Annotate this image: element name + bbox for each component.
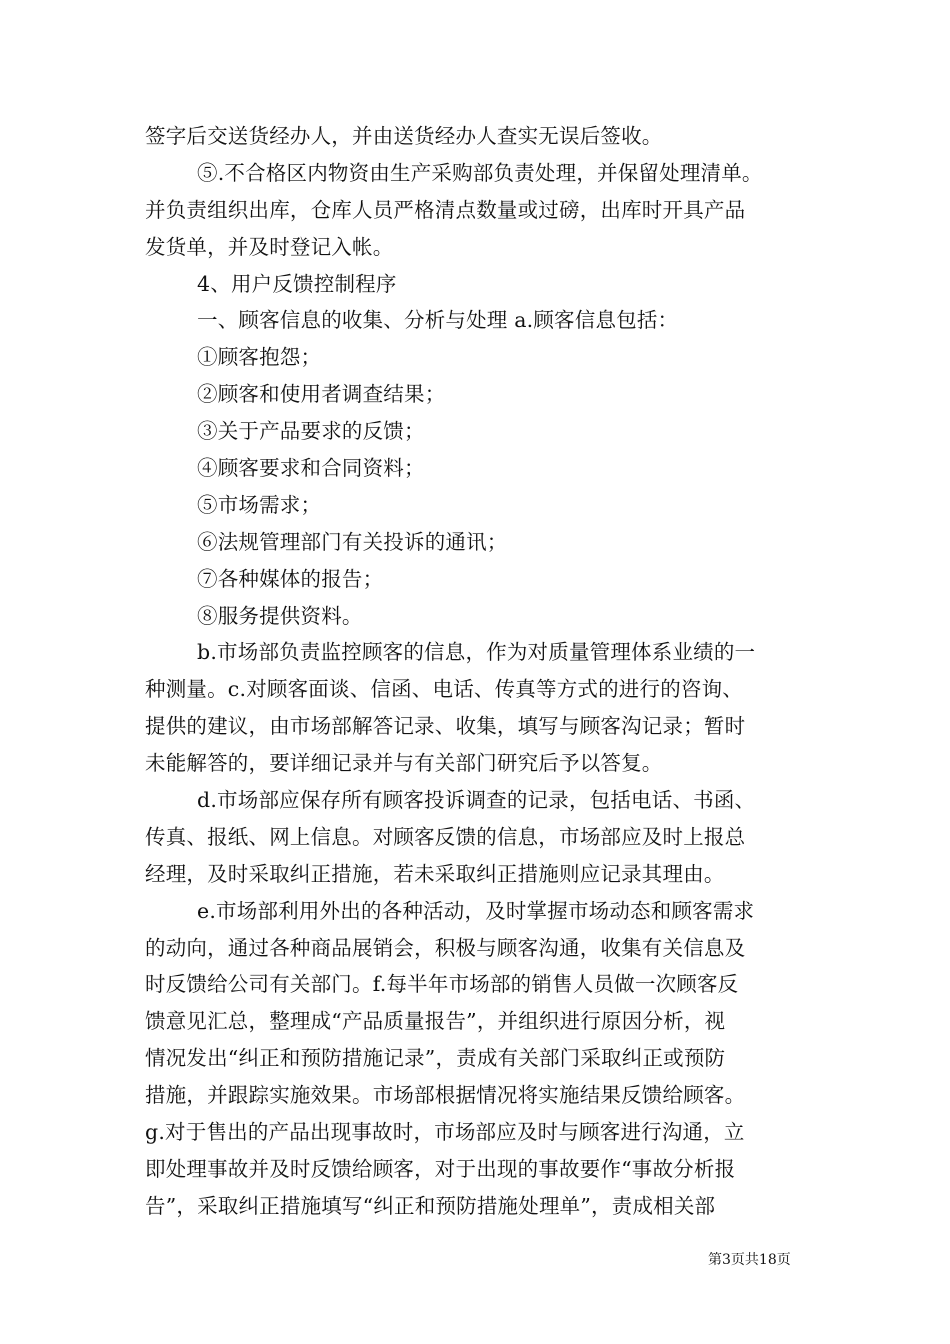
text-line: ⑥法规管理部门有关投诉的通讯； (197, 529, 508, 554)
text-line: 种测量。c.对顾客面谈、信函、电话、传真等方式的进行的咨询、 (145, 677, 743, 702)
text-line: ⑤市场需求； (197, 492, 322, 517)
text-line: 传真、报纸、网上信息。对顾客反馈的信息，市场部应及时上报总 (145, 824, 746, 849)
page-number-footer: 第3页共18页 (708, 1252, 791, 1268)
document-body (145, 118, 810, 1225)
text-line: 经理，及时采取纠正措施，若未采取纠正措施则应记录其理由。 (145, 861, 725, 886)
text-line: 签字后交送货经办人，并由送货经办人查实无误后签收。 (145, 124, 663, 148)
text-line: 提供的建议，由市场部解答记录、收集，填写与顾客沟记录；暂时 (145, 714, 746, 739)
text-line: 即处理事故并及时反馈给顾客，对于出现的事故要作“事故分析报 (145, 1156, 736, 1181)
text-line: 4、用户反馈控制程序 (197, 271, 397, 296)
text-line: 发货单，并及时登记入帐。 (145, 234, 394, 259)
text-line: 告”，采取纠正措施填写“纠正和预防措施处理单”，责成相关部 (145, 1193, 716, 1218)
text-line: b.市场部负责监控顾客的信息，作为对质量管理体系业绩的一 (197, 640, 756, 665)
text-line: ①顾客抱怨； (197, 345, 322, 370)
text-line: g.对于售出的产品出现事故时，市场部应及时与顾客进行沟通，立 (145, 1120, 745, 1145)
text-line: ⑧服务提供资料。 (197, 603, 363, 628)
text-line: ⑤.不合格区内物资由生产采购部负责处理，并保留处理清单。 (197, 160, 763, 185)
text-line: ③关于产品要求的反馈； (197, 419, 425, 444)
text-line: ④顾客要求和合同资料； (197, 456, 425, 481)
text-line: 未能解答的，要详细记录并与有关部门研究后予以答复。 (145, 751, 663, 776)
text-line: ②顾客和使用者调查结果； (197, 382, 446, 407)
text-line: d.市场部应保存所有顾客投诉调查的记录，包括电话、书函、 (197, 788, 756, 813)
text-line: 措施，并跟踪实施效果。市场部根据情况将实施结果反馈给顾客。 (145, 1083, 746, 1108)
text-line: 一、顾客信息的收集、分析与处理 a.顾客信息包括： (197, 308, 679, 333)
text-line: 情况发出“纠正和预防措施记录”，责成有关部门采取纠正或预防 (145, 1046, 726, 1071)
text-line: 并负责组织出库，仓库人员严格清点数量或过磅，出库时开具产品 (145, 197, 746, 222)
text-line: 时反馈给公司有关部门。f.每半年市场部的销售人员做一次顾客反 (145, 972, 739, 997)
text-line: 馈意见汇总，整理成“产品质量报告”，并组织进行原因分析，视 (145, 1009, 726, 1034)
text-line: e.市场部利用外出的各种活动，及时掌握市场动态和顾客需求 (197, 898, 755, 923)
text-line: 的动向，通过各种商品展销会，积极与顾客沟通，收集有关信息及 (145, 935, 746, 960)
text-line: ⑦各种媒体的报告； (197, 566, 384, 591)
